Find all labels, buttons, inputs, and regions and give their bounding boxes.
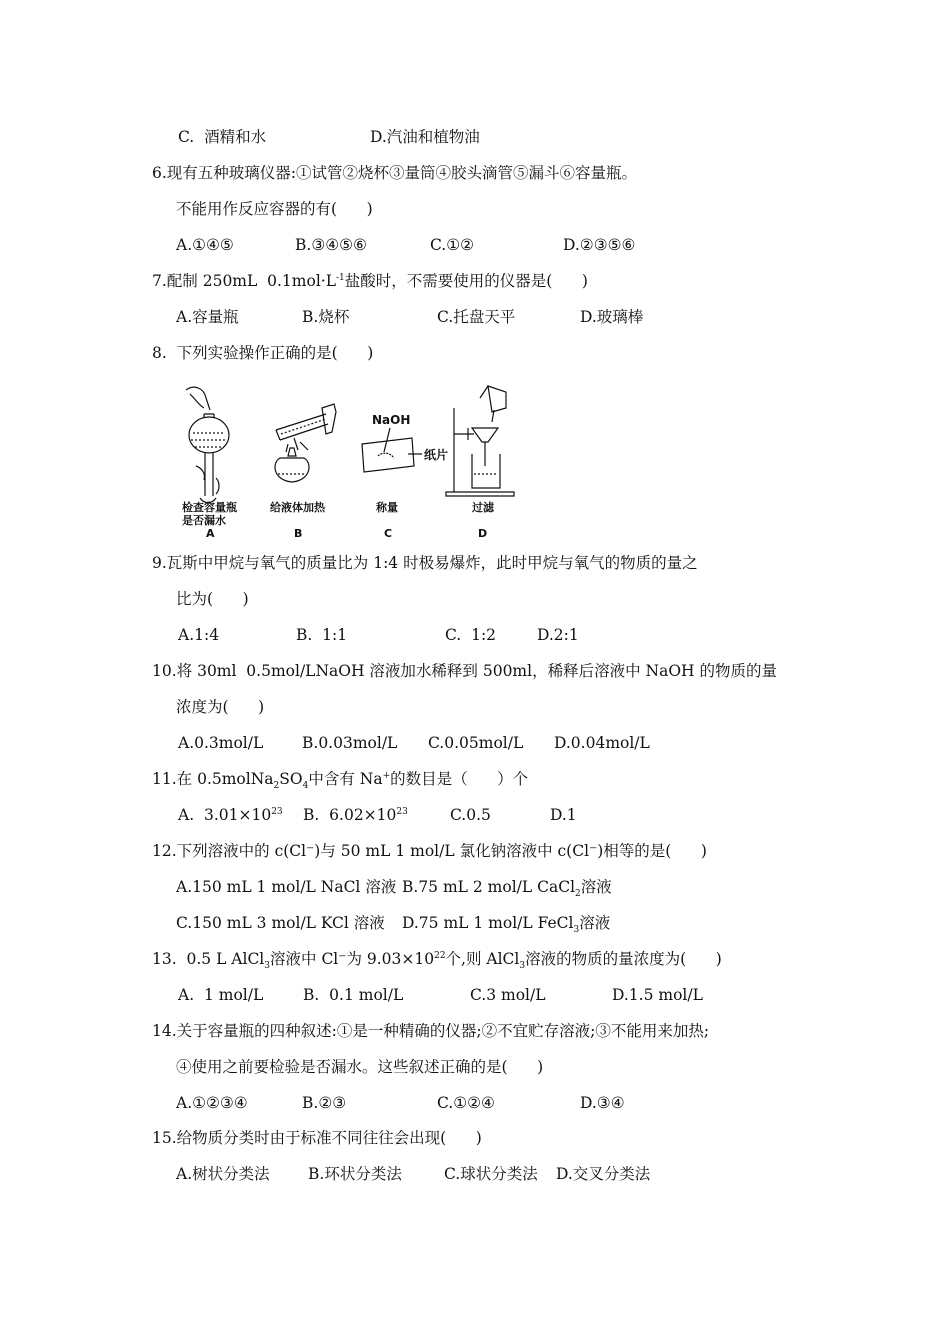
q14-stem-line2: ④使用之前要检验是否漏水。这些叙述正确的是( )	[176, 1058, 544, 1076]
figure-b-caption: 给液体加热	[270, 501, 325, 514]
q10-option-d: D.0.04mol/L	[554, 734, 650, 752]
q15-option-c: C.球状分类法	[444, 1165, 538, 1183]
q12-option-b: B.75 mL 2 mol/L CaCl$_2$溶液	[402, 878, 612, 900]
q9-option-a: A.1:4	[178, 626, 220, 644]
q11-stem: 11.在 $0.5molNa_2SO_4$中含有 Na+的数目是（ ）个	[152, 770, 529, 792]
q10-stem-line2: 浓度为( )	[176, 698, 265, 716]
q14-stem: 14.关于容量瓶的四种叙述:①是一种精确的仪器;②不宜贮存溶液;③不能用来加热;	[152, 1022, 710, 1040]
figure-c-paper-label: 纸片	[424, 448, 449, 462]
q11-option-c: C.0.5	[450, 806, 491, 824]
q9-option-c: C. 1:2	[445, 626, 497, 644]
q7-option-b: B.烧杯	[302, 308, 350, 326]
figure-c-naoh-label: NaOH	[372, 413, 411, 427]
q13-stem: 13. 0.5 L AlCl$_3$溶液中 Cl⁻为 $9.03\times 10^{22}$个,则 AlCl$_3$溶液的物质的量浓度为( )	[152, 950, 722, 972]
q7-option-c: C.托盘天平	[437, 308, 516, 326]
q7-option-a: A.容量瓶	[176, 308, 239, 326]
q15-option-d: D.交叉分类法	[556, 1165, 651, 1183]
q14-option-a: A.①②③④	[176, 1094, 248, 1112]
figure-d-filtration	[446, 386, 514, 496]
q15-stem: 15.给物质分类时由于标准不同往往会出现( )	[152, 1129, 482, 1147]
q5-option-c: C. 酒精和水	[178, 128, 267, 146]
q14-option-b: B.②③	[302, 1094, 347, 1112]
q12-stem: 12.下列溶液中的 c(Cl⁻)与 50 mL 1 mol/L 氯化钠溶液中 c(Cl⁻)相等的是( )	[152, 842, 707, 860]
figure-a-caption-1: 检查容量瓶	[182, 501, 237, 514]
figure-a-flask-check	[186, 387, 229, 502]
figure-a-caption-2: 是否漏水	[182, 514, 226, 527]
q9-stem: 9.瓦斯中甲烷与氧气的质量比为 1:4 时极易爆炸，此时甲烷与氧气的物质的量之	[152, 554, 698, 572]
q13-option-c: C.3 mol/L	[470, 986, 546, 1004]
q10-option-b: B.0.03mol/L	[302, 734, 398, 752]
q13-option-d: D.1.5 mol/L	[612, 986, 703, 1004]
q15-option-b: B.环状分类法	[308, 1165, 402, 1183]
q14-option-d: D.③④	[580, 1094, 625, 1112]
figure-a-letter: A	[206, 527, 215, 540]
q10-stem: 10.将 30ml 0.5mol/LNaOH 溶液加水稀释到 500ml，稀释后溶液中 NaOH 的物质的量	[152, 662, 777, 680]
q6-option-d: D.②③⑤⑥	[563, 236, 636, 254]
q5-option-d: D.汽油和植物油	[370, 128, 480, 146]
q13-option-a: A. 1 mol/L	[178, 986, 264, 1004]
q9-option-b: B. 1:1	[296, 626, 348, 644]
q10-option-a: A.0.3mol/L	[178, 734, 264, 752]
q11-option-b: B. $6.02\times 10^{23}$	[303, 806, 408, 824]
figure-b-letter: B	[294, 527, 303, 540]
figure-c-caption: 称量	[376, 501, 398, 514]
figure-b-heating	[275, 404, 336, 482]
q10-option-c: C.0.05mol/L	[428, 734, 524, 752]
q6-option-b: B.③④⑤⑥	[295, 236, 367, 254]
q7-stem: 7.配制 250mL $0.1mol\cdot L^{-1}$盐酸时，不需要使用的仪器是( )	[152, 272, 588, 290]
figure-c-weighing	[362, 428, 422, 472]
q11-option-d: D.1	[550, 806, 577, 824]
figure-d-letter: D	[478, 527, 488, 540]
q14-option-c: C.①②④	[437, 1094, 495, 1112]
figure-c-letter: C	[384, 527, 393, 540]
q12-option-a: A.150 mL 1 mol/L NaCl 溶液	[176, 878, 397, 896]
q6-stem: 6.现有五种玻璃仪器:①试管②烧杯③量筒④胶头滴管⑤漏斗⑥容量瓶。	[152, 164, 638, 182]
q6-option-a: A.①④⑤	[176, 236, 234, 254]
q12-option-c: C.150 mL 3 mol/L KCl 溶液	[176, 914, 385, 932]
q15-option-a: A.树状分类法	[176, 1165, 270, 1183]
q9-option-d: D.2:1	[537, 626, 579, 644]
figure-d-caption: 过滤	[472, 501, 494, 514]
q11-option-a: A. $3.01\times 10^{23}$	[178, 806, 283, 824]
q6-option-c: C.①②	[430, 236, 475, 254]
q12-option-d: D.75 mL 1 mol/L FeCl$_3$溶液	[402, 914, 611, 936]
q8-stem: 8. 下列实验操作正确的是( )	[152, 344, 374, 362]
q8-figure	[176, 378, 536, 540]
q6-stem-line2: 不能用作反应容器的有( )	[176, 200, 373, 218]
q9-stem-line2: 比为( )	[176, 590, 249, 608]
q7-option-d: D.玻璃棒	[580, 308, 644, 326]
q13-option-b: B. 0.1 mol/L	[303, 986, 404, 1004]
